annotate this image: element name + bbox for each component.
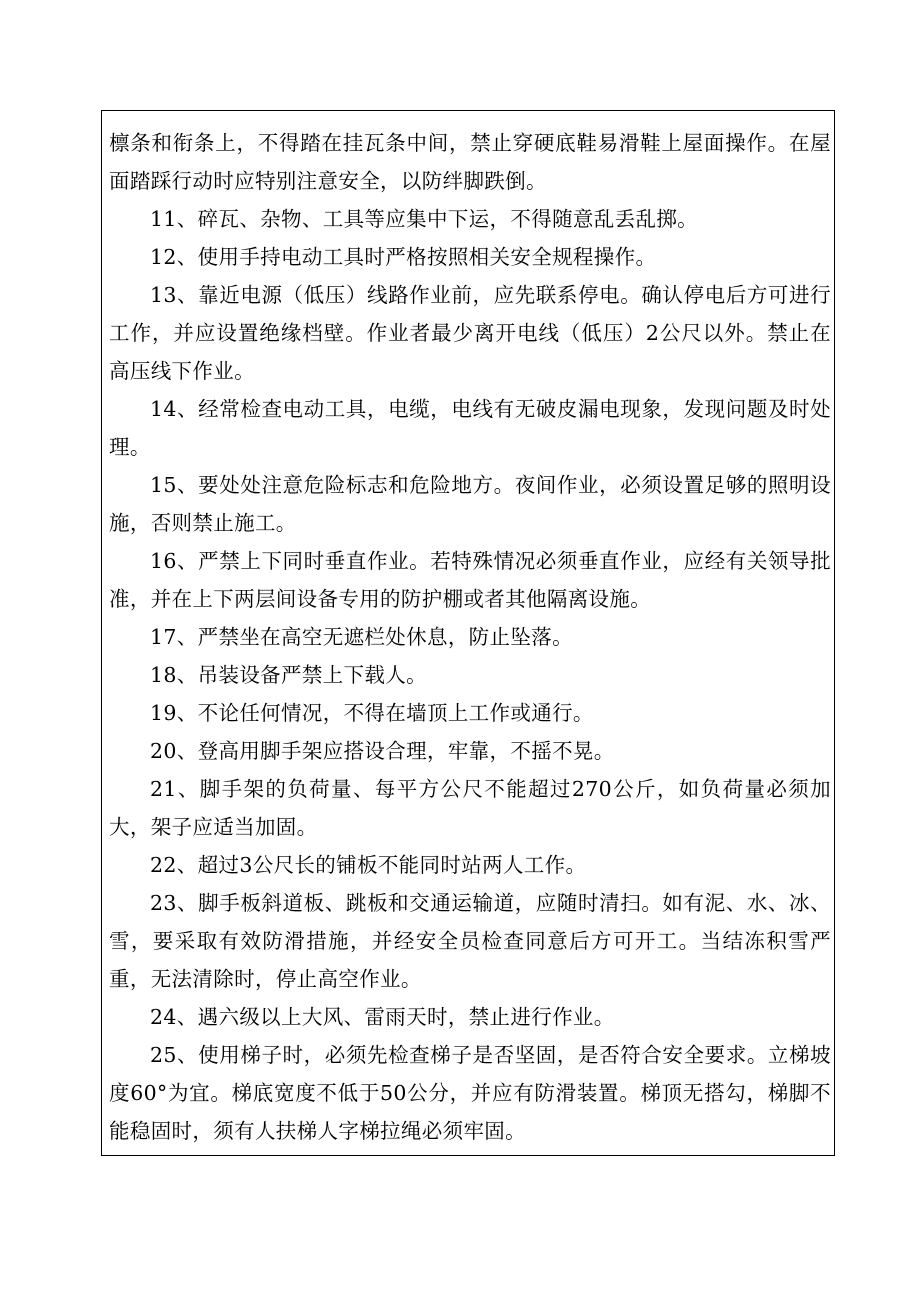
document-frame bbox=[101, 110, 835, 1156]
rule-item-15: 15、要处处注意危险标志和危险地方。夜间作业，必须设置足够的照明设施，否则禁止施工。 bbox=[109, 473, 831, 535]
rule-item-24: 24、遇六级以上大风、雷雨天时，禁止进行作业。 bbox=[150, 1005, 615, 1029]
rule-item-22: 22、超过3公尺长的铺板不能同时站两人工作。 bbox=[150, 853, 587, 877]
rule-item-19: 19、不论任何情况，不得在墙顶上工作或通行。 bbox=[150, 701, 594, 725]
rule-item-14: 14、经常检查电动工具，电缆，电线有无破皮漏电现象，发现问题及时处理。 bbox=[109, 397, 831, 459]
rule-item-18: 18、吊装设备严禁上下载人。 bbox=[150, 663, 427, 687]
document-body bbox=[109, 124, 831, 1150]
paragraph-continuation: 檩条和衔条上，不得踏在挂瓦条中间，禁止穿硬底鞋易滑鞋上屋面操作。在屋面踏踩行动时应特别注意安全，以防绊脚跌倒。 bbox=[109, 131, 831, 193]
rule-item-11: 11、碎瓦、杂物、工具等应集中下运，不得随意乱丢乱掷。 bbox=[150, 207, 699, 231]
rule-item-25: 25、使用梯子时，必须先检查梯子是否坚固，是否符合安全要求。立梯坡度60°为宜。梯底宽度不低于50公分，并应有防滑装置。梯顶无搭勾，梯脚不能稳固时，须有人扶梯人字梯拉绳必须牢固。 bbox=[109, 1043, 831, 1143]
rule-item-20: 20、登高用脚手架应搭设合理，牢靠，不摇不晃。 bbox=[150, 739, 615, 763]
rule-item-17: 17、严禁坐在高空无遮栏处休息，防止坠落。 bbox=[150, 625, 573, 649]
rule-item-12: 12、使用手持电动工具时严格按照相关安全规程操作。 bbox=[150, 245, 657, 269]
rule-item-21: 21、脚手架的负荷量、每平方公尺不能超过270公斤，如负荷量必须加大，架子应适当加固。 bbox=[109, 777, 831, 839]
rule-item-16: 16、严禁上下同时垂直作业。若特殊情况必须垂直作业，应经有关领导批准，并在上下两层间设备专用的防护棚或者其他隔离设施。 bbox=[109, 549, 831, 611]
rule-item-23: 23、脚手板斜道板、跳板和交通运输道，应随时清扫。如有泥、水、冰、雪，要采取有效防滑措施，并经安全员检查同意后方可开工。当结冻积雪严重，无法清除时，停止高空作业。 bbox=[109, 891, 831, 991]
rule-item-13: 13、靠近电源（低压）线路作业前，应先联系停电。确认停电后方可进行工作，并应设置绝缘档壁。作业者最少离开电线（低压）2公尺以外。禁止在高压线下作业。 bbox=[109, 283, 831, 383]
